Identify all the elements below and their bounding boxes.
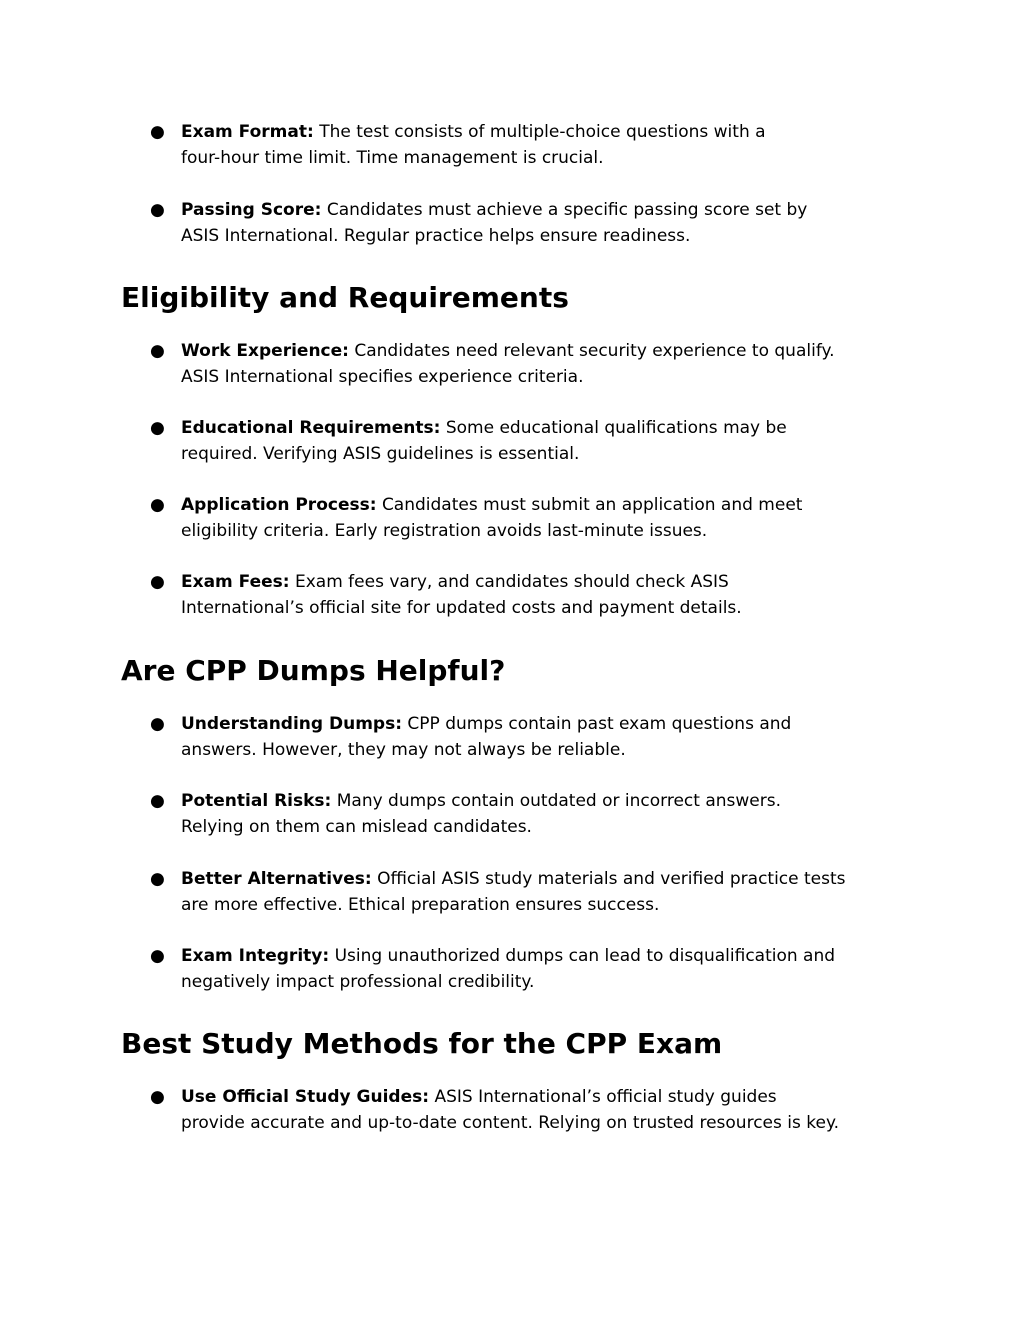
bullet-icon: ●	[150, 572, 165, 592]
list-item-text: Relying on them can mislead candidates.	[181, 817, 532, 837]
list-item-text: are more effective. Ethical preparation ensures success.	[181, 895, 660, 915]
list-item-term: Use Official Study Guides:	[181, 1087, 430, 1107]
bullet-icon: ●	[150, 1087, 165, 1107]
bullet-icon: ●	[150, 714, 165, 734]
bullet-icon: ●	[150, 200, 165, 220]
list-item-text: Official ASIS study materials and verified practice tests	[377, 869, 846, 889]
bullet-icon: ●	[150, 418, 165, 438]
bullet-icon: ●	[150, 869, 165, 889]
bullet-icon: ●	[150, 791, 165, 811]
list-item-text: four-hour time limit. Time management is crucial.	[181, 148, 604, 168]
list-item-text: negatively impact professional credibility.	[181, 972, 535, 992]
list-item-term: Potential Risks:	[181, 791, 332, 811]
list-item-text: answers. However, they may not always be reliable.	[181, 740, 626, 760]
bullet-icon: ●	[150, 495, 165, 515]
list-item-term: Exam Integrity:	[181, 946, 330, 966]
list-item-text: Exam fees vary, and candidates should check ASIS	[295, 572, 729, 592]
section-heading-study-methods: Best Study Methods for the CPP Exam	[121, 1027, 723, 1060]
bullet-icon: ●	[150, 946, 165, 966]
list-item-text: ASIS International’s official study guides	[434, 1087, 777, 1107]
list-item-term: Work Experience:	[181, 341, 349, 361]
list-item-term: Application Process:	[181, 495, 377, 515]
list-item-text: required. Verifying ASIS guidelines is essential.	[181, 444, 580, 464]
list-item-text: eligibility criteria. Early registration avoids last-minute issues.	[181, 521, 708, 541]
bullet-icon: ●	[150, 122, 165, 142]
list-item-text: CPP dumps contain past exam questions and	[407, 714, 792, 734]
list-item-term: Understanding Dumps:	[181, 714, 403, 734]
list-item-term: Educational Requirements:	[181, 418, 441, 438]
list-item-text: The test consists of multiple-choice questions with a	[319, 122, 766, 142]
list-item-text: Using unauthorized dumps can lead to disqualification and	[334, 946, 836, 966]
list-item-text: Candidates need relevant security experience to qualify.	[354, 341, 835, 361]
list-item-text: International’s official site for updated costs and payment details.	[181, 598, 742, 618]
section-heading-eligibility: Eligibility and Requirements	[121, 281, 569, 314]
list-item-text: provide accurate and up-to-date content. Relying on trusted resources is key.	[181, 1113, 839, 1133]
list-item-term: Exam Fees:	[181, 572, 290, 592]
bullet-icon: ●	[150, 341, 165, 361]
section-heading-cpp-dumps: Are CPP Dumps Helpful?	[121, 654, 506, 687]
list-item-term: Passing Score:	[181, 200, 322, 220]
list-item-text: Candidates must achieve a specific passing score set by	[326, 200, 808, 220]
list-item-term: Exam Format:	[181, 122, 314, 142]
list-item-text: Candidates must submit an application and meet	[381, 495, 803, 515]
list-item-text: ASIS International specifies experience criteria.	[181, 367, 584, 387]
list-item-term: Better Alternatives:	[181, 869, 372, 889]
list-item-text: ASIS International. Regular practice helps ensure readiness.	[181, 226, 691, 246]
list-item-text: Some educational qualifications may be	[445, 418, 787, 438]
list-item-text: Many dumps contain outdated or incorrect answers.	[336, 791, 781, 811]
